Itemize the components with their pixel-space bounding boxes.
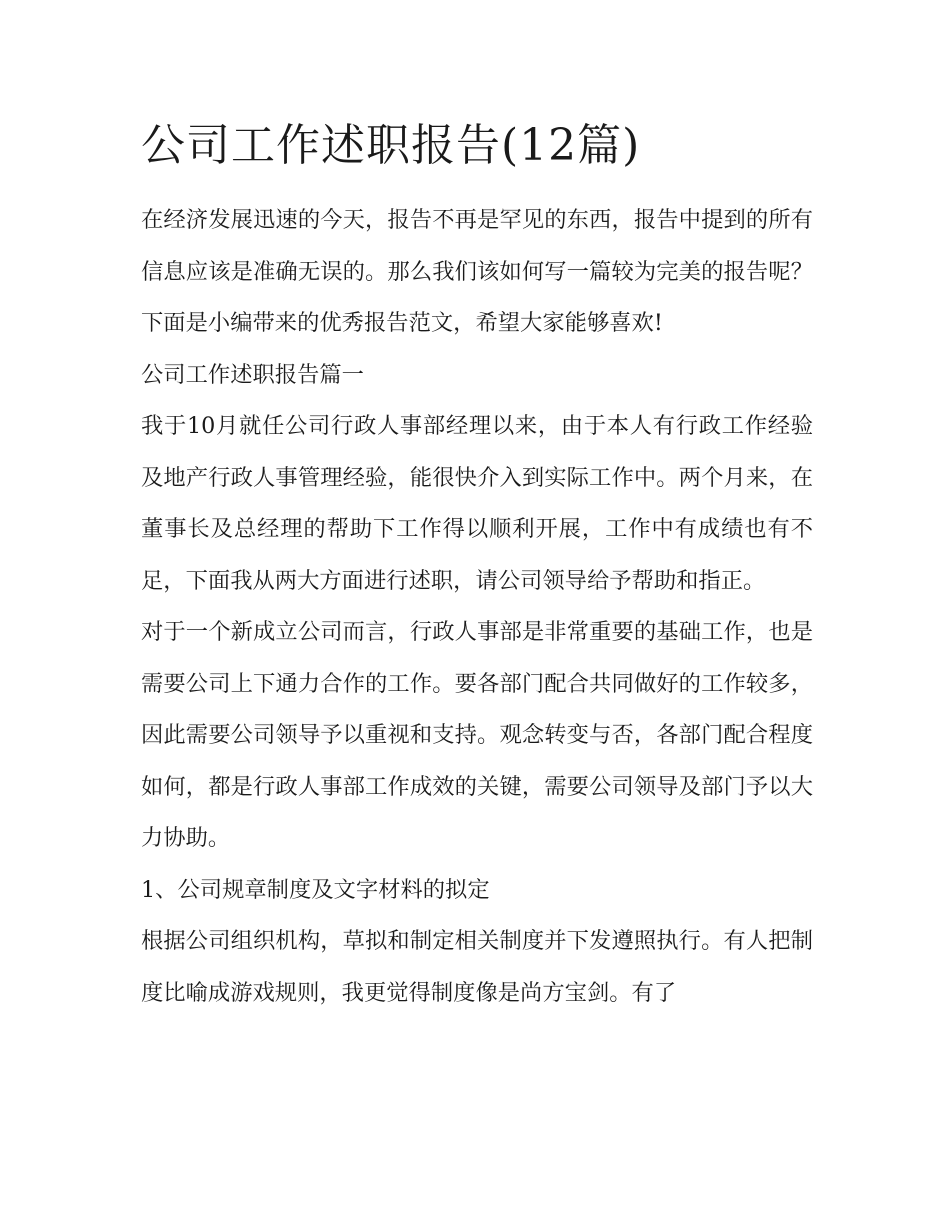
document-page xyxy=(141,112,813,1019)
subheading: 1、公司规章制度及文字材料的拟定 xyxy=(141,876,490,903)
section-heading: 公司工作述职报告篇一 xyxy=(141,361,364,388)
body-paragraph: 根据公司组织机构，草拟和制定相关制度并下发遵照执行。有人把制度比喻成游戏规则，我更觉得制度像是尚方宝剑。有了 xyxy=(141,928,813,1006)
body-paragraph: 对于一个新成立公司而言，行政人事部是非常重要的基础工作，也是需要公司上下通力合作的工作。要各部门配合共同做好的工作较多，因此需要公司领导予以重视和支持。观念转变与否，各部门配合程度如何，都是行政人事部工作成效的关键，需要公司领导及部门予以大力协助。 xyxy=(141,619,813,851)
intro-paragraph: 在经济发展迅速的今天，报告不再是罕见的东西，报告中提到的所有信息应该是准确无误的。那么我们该如何写一篇较为完美的报告呢？下面是小编带来的优秀报告范文，希望大家能够喜欢! xyxy=(141,207,813,336)
body-paragraph: 我于10月就任公司行政人事部经理以来，由于本人有行政工作经验及地产行政人事管理经验，能很快介入到实际工作中。两个月来，在董事长及总经理的帮助下工作得以顺利开展，工作中有成绩也有不足，下面我从两大方面进行述职，请公司领导给予帮助和指正。 xyxy=(141,413,813,594)
document-title: 公司工作述职报告(12篇) xyxy=(141,120,641,171)
